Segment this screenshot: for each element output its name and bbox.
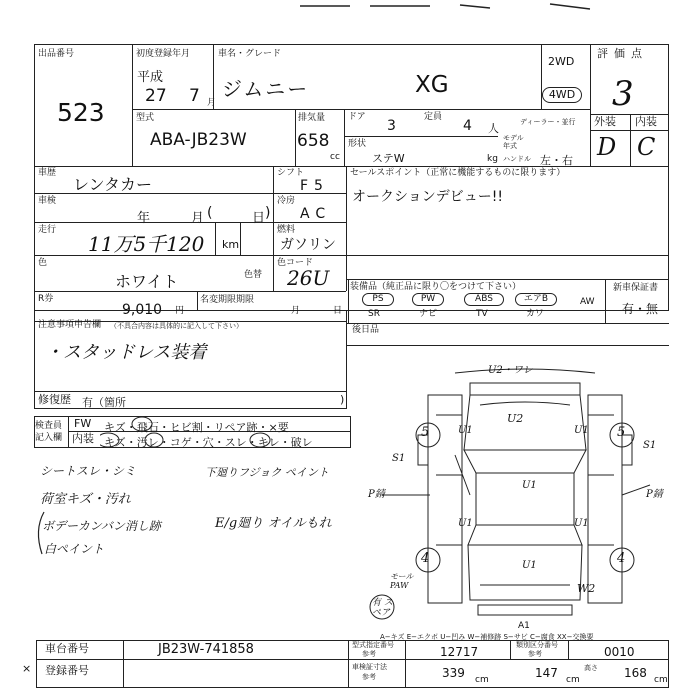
type-label: 型式指定番号 xyxy=(352,641,394,649)
dmg-p-right: P錆 xyxy=(646,489,663,500)
score-label: 評価点 xyxy=(597,47,648,60)
chassis-value: JB23W-741858 xyxy=(158,642,254,657)
inspection-month-unit: 月 xyxy=(191,211,205,226)
doors-value: 3 xyxy=(387,118,396,134)
x-mark: × xyxy=(22,662,32,675)
sales-point-label: セールスポイント（正常に機能するものに限ります） xyxy=(350,168,566,178)
dealer-label: ディーラー・並行 xyxy=(520,118,576,126)
lot-number: 523 xyxy=(57,98,105,127)
hand-note-6: E/g廻り オイルもれ xyxy=(215,516,332,531)
dmg-u1-f: U1 xyxy=(522,560,537,571)
notes-sub: （不具合内容は具体的に記入して下さい） xyxy=(110,322,243,330)
first-reg-era: 平成 xyxy=(137,70,164,85)
reg-number-label: 登録番号 xyxy=(45,664,89,677)
color-code-value: 26U xyxy=(287,266,330,290)
car-grade: XG xyxy=(415,72,449,98)
dim-width-unit: cm xyxy=(566,675,580,685)
notes-label: 注意事項申告欄 xyxy=(38,320,102,330)
equip-pw: PW xyxy=(412,293,444,306)
mileage-value: 11万5千120 xyxy=(88,232,205,256)
handle-options: 左・右 xyxy=(540,154,573,167)
hand-note-1: シートスレ・シミ xyxy=(40,464,136,478)
recycle-unit: 円 xyxy=(175,306,185,316)
hand-note-3: ボデーカンバン消し跡 xyxy=(42,519,161,533)
inspection-day-unit: 日 xyxy=(252,211,266,226)
shift-value: F5 xyxy=(300,178,329,194)
recycle-label: R券 xyxy=(38,294,54,304)
equip-ps: PS xyxy=(362,293,394,306)
dim-height-unit: cm xyxy=(654,675,668,685)
chassis-label: 車台番号 xyxy=(45,642,89,655)
seats-label: 定員 xyxy=(424,112,443,122)
hand-bracket xyxy=(32,510,46,558)
color-label: 色 xyxy=(38,258,48,268)
color-value: ホワイト xyxy=(115,272,179,291)
dmg-w5-right: 5 xyxy=(617,425,626,440)
dmg-model-plate: モール PAW xyxy=(390,572,414,590)
model-value: ABA-JB23W xyxy=(150,130,247,150)
ac-value: AC xyxy=(300,206,332,222)
hand-note-2: 荷室キズ・汚れ xyxy=(40,492,131,507)
type-value: 12717 xyxy=(440,645,479,659)
drive-2wd: 2WD xyxy=(548,55,575,68)
dmg-w2: W2 xyxy=(577,582,596,595)
engine-value: 658 xyxy=(297,131,330,151)
inspection-paren-close: ) xyxy=(265,205,271,221)
score-interior: C xyxy=(637,133,656,161)
dim-label: 車検証寸法 xyxy=(352,663,387,671)
hand-note-4: 白ペイント xyxy=(44,542,105,556)
shift-label: シフト xyxy=(277,168,305,178)
dmg-u1-e: U1 xyxy=(574,518,589,529)
name-change-month: 月 xyxy=(291,306,301,316)
dmg-ring: 有 スペア xyxy=(372,598,393,618)
history-label: 車歴 xyxy=(38,168,57,178)
category-sub: 参考 xyxy=(528,650,542,658)
model-year-label: モデル年式 xyxy=(503,134,524,150)
equip-airbag: エアB xyxy=(515,293,557,306)
inspector-row2-items: キズ・汚レ・コゲ・穴・スレ・キレ・破レ xyxy=(104,436,313,449)
engine-label: 排気量 xyxy=(298,113,326,123)
dmg-s1-right: S1 xyxy=(643,440,657,451)
fuel-label: 燃料 xyxy=(277,225,296,235)
dmg-u2: U2 xyxy=(507,412,524,425)
inspector-row1-items: キズ・飛石・ヒビ割・リペア跡・×要 xyxy=(104,421,289,434)
dim-length: 339 xyxy=(442,666,465,680)
handle-label: ハンドル xyxy=(503,155,531,163)
sales-point-value: オークションデビュー!! xyxy=(352,189,503,205)
score-exterior-label: 外装 xyxy=(594,115,616,128)
first-reg-label: 初度登録年月 xyxy=(136,49,191,59)
dim-height-label: 高さ xyxy=(584,664,598,672)
equip-leather: カワ xyxy=(526,309,545,319)
category-label: 類別区分番号 xyxy=(516,641,558,649)
header-scribble xyxy=(290,0,610,14)
repair-close: ) xyxy=(340,393,345,406)
color-code-label: 色コード xyxy=(277,258,314,268)
name-change-label: 名変期限期限 xyxy=(200,295,255,305)
weight-unit: kg xyxy=(487,154,498,164)
shape-value: ステW xyxy=(372,152,405,165)
seats-unit: 人 xyxy=(488,122,499,135)
mileage-label: 走行 xyxy=(38,225,57,235)
mileage-unit: km xyxy=(222,238,240,251)
inspector-circles xyxy=(100,414,360,450)
damage-legend: A−キズ E−エクボ U−凹み W−補修跡 S−サビ C−腐食 XX−交換要 xyxy=(380,633,594,641)
dmg-bottom: A1 xyxy=(518,621,530,631)
inspection-paren: ( xyxy=(207,205,213,221)
repair-label: 修復歴 xyxy=(38,393,71,406)
first-reg-year: 27 xyxy=(145,86,167,106)
dim-height: 168 xyxy=(624,666,647,680)
rear-notes-label: 後日品 xyxy=(352,325,380,335)
car-name: ジムニー xyxy=(222,77,310,101)
dmg-p-left: P錆 xyxy=(368,489,385,500)
engine-unit: cc xyxy=(330,152,340,162)
equip-tv: TV xyxy=(476,309,488,319)
score-exterior: D xyxy=(597,133,617,161)
dmg-s1-left: S1 xyxy=(392,453,406,464)
equip-navi: ナビ xyxy=(419,309,438,319)
first-reg-month-unit: 月 xyxy=(207,98,217,108)
model-label: 型式 xyxy=(136,113,155,123)
inspector-label-1: 検査員 xyxy=(35,421,63,431)
dmg-u1-a: U1 xyxy=(458,425,473,436)
inspection-year-unit: 年 xyxy=(137,211,151,226)
score-value: 3 xyxy=(612,74,634,114)
dim-length-unit: cm xyxy=(475,675,489,685)
car-label: 車名・グレード xyxy=(218,49,282,59)
dmg-u1-d: U1 xyxy=(458,518,473,529)
score-interior-label: 内装 xyxy=(635,115,657,128)
notes-value: ・スタッドレス装着 xyxy=(45,342,207,363)
ac-label: 冷房 xyxy=(277,196,296,206)
shape-label: 形状 xyxy=(348,139,367,149)
dim-width: 147 xyxy=(535,666,558,680)
drive-4wd: 4WD xyxy=(542,87,582,103)
dmg-u1-c: U1 xyxy=(522,480,537,491)
dmg-top: U2・ワレ xyxy=(488,365,533,376)
seats-value: 4 xyxy=(463,118,472,134)
history-value: レンタカー xyxy=(73,175,152,194)
doors-label: ドア xyxy=(348,112,366,122)
equip-abs: ABS xyxy=(464,293,504,306)
equipment-label: 装備品（純正品に限り〇をつけて下さい） xyxy=(350,282,522,292)
recycle-value: 9,010 xyxy=(122,302,163,318)
dmg-w4-left: 4 xyxy=(421,551,430,566)
dmg-w5-left: 5 xyxy=(421,425,430,440)
fuel-value: ガソリン xyxy=(280,237,336,253)
dim-sub: 参考 xyxy=(362,673,376,681)
type-sub: 参考 xyxy=(362,650,376,658)
hand-note-5: 下廻りフジョク ペイント xyxy=(205,466,329,479)
inspector-label-2: 記入欄 xyxy=(35,433,63,443)
car-diagram xyxy=(360,355,680,640)
equip-sr: SR xyxy=(368,309,380,319)
dmg-w4-right: 4 xyxy=(617,551,626,566)
equip-aw: AW xyxy=(580,297,595,307)
inspection-label: 車検 xyxy=(38,196,57,206)
category-value: 0010 xyxy=(604,645,635,659)
color-change-label: 色替 xyxy=(244,270,263,280)
warranty-label: 新車保証書 xyxy=(613,283,659,293)
inspector-row1-head: FW xyxy=(74,417,92,430)
dmg-u1-b: U1 xyxy=(574,425,589,436)
lot-label: 出品番号 xyxy=(38,49,75,59)
inspector-row2-head: 内装 xyxy=(72,432,94,445)
name-change-day: 日 xyxy=(333,306,343,316)
repair-value: 有（箇所 xyxy=(82,396,126,409)
warranty-value: 有・無 xyxy=(622,302,659,316)
first-reg-month: 7 xyxy=(189,86,200,106)
